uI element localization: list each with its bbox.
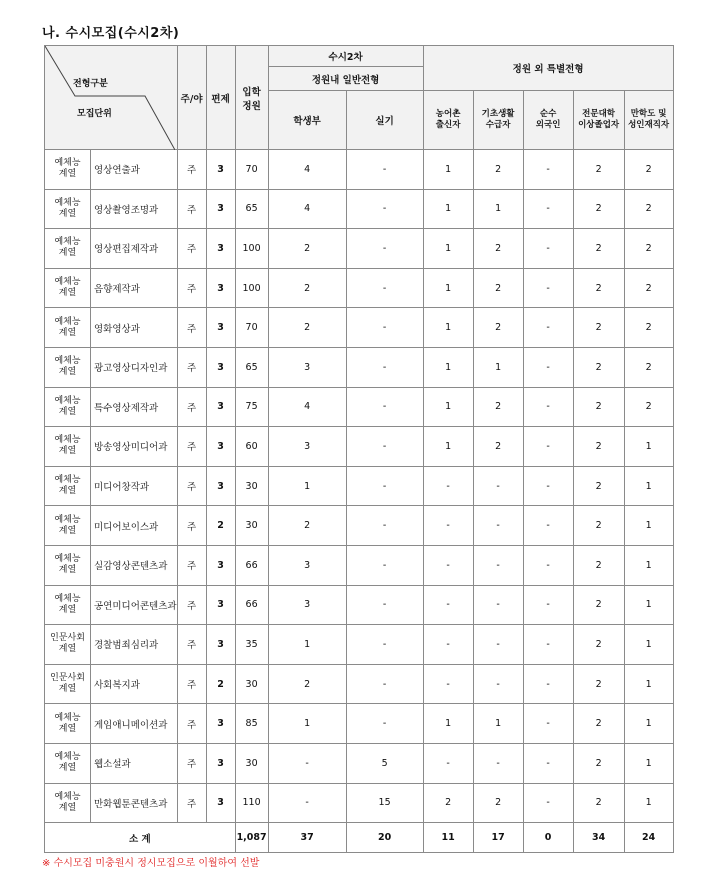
adult-worker-cell: 2 — [624, 387, 673, 427]
student-record-cell: 3 — [268, 427, 346, 467]
category-text: 인문사회 — [50, 633, 85, 644]
basic-living-cell: - — [473, 625, 523, 665]
practical-cell: 5 — [346, 743, 423, 783]
total-quota: 1,087 — [235, 823, 268, 853]
foreigner-cell: - — [523, 783, 573, 823]
basic-living-cell: - — [473, 743, 523, 783]
diagonal-line — [45, 46, 175, 150]
unit-name-cell: 공연미디어콘텐츠과 — [91, 585, 178, 625]
rural-cell: 2 — [423, 783, 473, 823]
category-text: 예체능 — [54, 791, 81, 802]
student-record-cell: 1 — [268, 466, 346, 506]
day-night-cell: 주 — [177, 308, 206, 348]
practical-header: 실기 — [346, 91, 423, 150]
rural-cell: 1 — [423, 427, 473, 467]
basic-living-cell: 1 — [473, 704, 523, 744]
total-college-grad: 34 — [573, 823, 624, 853]
day-night-cell: 주 — [177, 664, 206, 704]
day-night-cell: 주 — [177, 545, 206, 585]
quota-cell: 35 — [235, 625, 268, 665]
table-row — [45, 545, 674, 585]
adult-worker-cell: 1 — [624, 427, 673, 467]
category-text: 예체능 — [54, 356, 81, 367]
student-record-cell: 2 — [268, 308, 346, 348]
rural-cell: 1 — [423, 347, 473, 387]
category-text: 예체능 — [54, 395, 81, 406]
unit-name-cell: 특수영상제작과 — [91, 387, 178, 427]
college-grad-cell: 2 — [573, 545, 624, 585]
college-grad-cell: 2 — [573, 308, 624, 348]
adult-worker-cell: 2 — [624, 268, 673, 308]
rural-cell: 1 — [423, 229, 473, 269]
adult-worker-cell: 1 — [624, 704, 673, 744]
student-record-cell: 4 — [268, 189, 346, 229]
student-record-cell: - — [268, 743, 346, 783]
category-cell — [45, 229, 91, 269]
table-row — [45, 704, 674, 744]
round-header: 수시2차 — [268, 46, 423, 67]
category-cell — [45, 387, 91, 427]
table-row — [45, 268, 674, 308]
student-record-cell: 2 — [268, 664, 346, 704]
foreigner-cell: - — [523, 268, 573, 308]
category-text: 예체능 — [54, 237, 81, 248]
total-student-record: 37 — [268, 823, 346, 853]
practical-cell: - — [346, 506, 423, 546]
basic-living-cell: - — [473, 664, 523, 704]
student-record-cell: 4 — [268, 150, 346, 190]
student-record-cell: - — [268, 783, 346, 823]
day-night-cell: 주 — [177, 189, 206, 229]
practical-cell: - — [346, 545, 423, 585]
foreigner-cell: - — [523, 585, 573, 625]
student-record-cell: 2 — [268, 229, 346, 269]
quota-cell: 30 — [235, 743, 268, 783]
category-text: 예체능 — [54, 316, 81, 327]
in-quota-header: 정원내 일반전형 — [268, 67, 423, 91]
rural-cell: 1 — [423, 150, 473, 190]
category-text: 계열 — [58, 565, 77, 576]
college-grad-cell: 2 — [573, 229, 624, 269]
quota-cell: 30 — [235, 506, 268, 546]
basic-living-cell: 2 — [473, 229, 523, 269]
rural-cell: 1 — [423, 308, 473, 348]
student-record-cell: 3 — [268, 347, 346, 387]
grade-cell: 3 — [206, 427, 235, 467]
unit-name-cell: 미디어창작과 — [91, 466, 178, 506]
category-text: 예체능 — [54, 752, 81, 763]
day-night-cell: 주 — [177, 466, 206, 506]
category-text: 계열 — [58, 723, 77, 734]
total-basic-living: 17 — [473, 823, 523, 853]
category-text: 계열 — [58, 644, 77, 655]
foreigner-cell: - — [523, 704, 573, 744]
category-text: 계열 — [58, 802, 77, 813]
adult-worker-cell: 1 — [624, 664, 673, 704]
student-record-cell: 3 — [268, 585, 346, 625]
section-title: 나. 수시모집(수시2차) — [42, 26, 180, 41]
category-text: 예체능 — [54, 554, 81, 565]
unit-name-cell: 영상편집제작과 — [91, 229, 178, 269]
foreigner-cell: - — [523, 308, 573, 348]
foreigner-cell: - — [523, 743, 573, 783]
category-text: 예체능 — [54, 277, 81, 288]
grade-cell: 3 — [206, 387, 235, 427]
category-text: 계열 — [58, 406, 77, 417]
category-cell — [45, 347, 91, 387]
rural-cell: 1 — [423, 268, 473, 308]
unit-name-cell: 영화영상과 — [91, 308, 178, 348]
unit-name-cell: 음향제작과 — [91, 268, 178, 308]
foreigner-cell: - — [523, 150, 573, 190]
total-row — [45, 823, 674, 853]
unit-name-cell: 영상연출과 — [91, 150, 178, 190]
practical-cell: - — [346, 625, 423, 665]
category-cell — [45, 585, 91, 625]
day-night-header: 주/야 — [177, 46, 206, 150]
category-cell — [45, 704, 91, 744]
quota-cell: 65 — [235, 347, 268, 387]
basic-living-cell: 1 — [473, 189, 523, 229]
category-text: 예체능 — [54, 593, 81, 604]
grade-cell: 3 — [206, 189, 235, 229]
basic-living-cell: 2 — [473, 150, 523, 190]
category-text: 계열 — [58, 169, 77, 180]
practical-cell: - — [346, 427, 423, 467]
category-cell — [45, 545, 91, 585]
adult-worker-cell: 2 — [624, 189, 673, 229]
adult-worker-header: 만학도 및 성인재직자 — [624, 91, 673, 150]
grade-cell: 3 — [206, 585, 235, 625]
basic-living-header: 기초생활 수급자 — [473, 91, 523, 150]
rural-cell: 1 — [423, 387, 473, 427]
quota-cell: 60 — [235, 427, 268, 467]
quota-cell: 70 — [235, 150, 268, 190]
unit-header: 모집단위 — [77, 109, 112, 119]
foreigner-cell: - — [523, 466, 573, 506]
category-text: 계열 — [58, 208, 77, 219]
category-text: 계열 — [58, 288, 77, 299]
category-text: 계열 — [58, 446, 77, 457]
table-row — [45, 664, 674, 704]
rural-cell: - — [423, 625, 473, 665]
category-text: 예체능 — [54, 197, 81, 208]
table-row — [45, 189, 674, 229]
basic-living-cell: - — [473, 545, 523, 585]
category-text: 계열 — [58, 684, 77, 695]
rural-cell: - — [423, 545, 473, 585]
quota-cell: 100 — [235, 268, 268, 308]
table-row — [45, 625, 674, 665]
basic-living-cell: 2 — [473, 427, 523, 467]
table-row — [45, 308, 674, 348]
table-row — [45, 506, 674, 546]
practical-cell: 15 — [346, 783, 423, 823]
practical-cell: - — [346, 150, 423, 190]
category-text: 인문사회 — [50, 673, 85, 684]
category-header: 전형구분 — [73, 79, 108, 89]
table-row — [45, 387, 674, 427]
college-grad-cell: 2 — [573, 268, 624, 308]
grade-cell: 2 — [206, 664, 235, 704]
day-night-cell: 주 — [177, 783, 206, 823]
grade-cell: 3 — [206, 308, 235, 348]
grade-cell: 3 — [206, 347, 235, 387]
day-night-cell: 주 — [177, 585, 206, 625]
category-cell — [45, 268, 91, 308]
day-night-cell: 주 — [177, 427, 206, 467]
out-quota-header: 정원 외 특별전형 — [423, 46, 673, 91]
quota-cell: 30 — [235, 466, 268, 506]
adult-worker-cell: 1 — [624, 743, 673, 783]
foreigner-header: 순수 외국인 — [523, 91, 573, 150]
practical-cell: - — [346, 585, 423, 625]
category-text: 계열 — [58, 604, 77, 615]
adult-worker-cell: 2 — [624, 229, 673, 269]
category-cell — [45, 506, 91, 546]
foreigner-cell: - — [523, 229, 573, 269]
college-grad-cell: 2 — [573, 189, 624, 229]
day-night-cell: 주 — [177, 229, 206, 269]
practical-cell: - — [346, 229, 423, 269]
category-unit-header — [45, 46, 178, 150]
table-row — [45, 427, 674, 467]
category-cell — [45, 625, 91, 665]
adult-worker-cell: 1 — [624, 585, 673, 625]
basic-living-cell: - — [473, 466, 523, 506]
foreigner-cell: - — [523, 545, 573, 585]
unit-name-cell: 영상촬영조명과 — [91, 189, 178, 229]
college-grad-cell: 2 — [573, 387, 624, 427]
day-night-cell: 주 — [177, 506, 206, 546]
unit-name-cell: 사회복지과 — [91, 664, 178, 704]
day-night-cell: 주 — [177, 347, 206, 387]
basic-living-cell: 1 — [473, 347, 523, 387]
grade-cell: 2 — [206, 506, 235, 546]
adult-worker-cell: 1 — [624, 783, 673, 823]
foreigner-cell: - — [523, 347, 573, 387]
college-grad-cell: 2 — [573, 625, 624, 665]
total-rural: 11 — [423, 823, 473, 853]
admission-table — [44, 45, 674, 853]
practical-cell: - — [346, 664, 423, 704]
rural-cell: - — [423, 585, 473, 625]
quota-cell: 100 — [235, 229, 268, 269]
day-night-cell: 주 — [177, 150, 206, 190]
category-text: 계열 — [58, 248, 77, 259]
quota-cell: 110 — [235, 783, 268, 823]
day-night-cell: 주 — [177, 387, 206, 427]
table-row — [45, 585, 674, 625]
college-grad-cell: 2 — [573, 585, 624, 625]
practical-cell: - — [346, 308, 423, 348]
foreigner-cell: - — [523, 664, 573, 704]
college-grad-header: 전문대학 이상졸업자 — [573, 91, 624, 150]
adult-worker-cell: 1 — [624, 466, 673, 506]
unit-name-cell: 방송영상미디어과 — [91, 427, 178, 467]
foreigner-cell: - — [523, 625, 573, 665]
practical-cell: - — [346, 268, 423, 308]
table-row — [45, 347, 674, 387]
footnote: ※ 수시모집 미충원시 정시모집으로 이월하여 선발 — [42, 858, 260, 869]
quota-cell: 66 — [235, 585, 268, 625]
unit-name-cell: 만화웹툰콘텐츠과 — [91, 783, 178, 823]
student-record-cell: 4 — [268, 387, 346, 427]
college-grad-cell: 2 — [573, 150, 624, 190]
table-row — [45, 783, 674, 823]
college-grad-cell: 2 — [573, 664, 624, 704]
category-cell — [45, 150, 91, 190]
adult-worker-cell: 2 — [624, 347, 673, 387]
unit-name-cell: 경찰범죄심리과 — [91, 625, 178, 665]
quota-cell: 75 — [235, 387, 268, 427]
table-row — [45, 466, 674, 506]
total-practical: 20 — [346, 823, 423, 853]
college-grad-cell: 2 — [573, 427, 624, 467]
category-text: 계열 — [58, 763, 77, 774]
grade-cell: 3 — [206, 783, 235, 823]
basic-living-cell: 2 — [473, 268, 523, 308]
rural-cell: - — [423, 743, 473, 783]
quota-cell: 85 — [235, 704, 268, 744]
basic-living-cell: 2 — [473, 783, 523, 823]
college-grad-cell: 2 — [573, 743, 624, 783]
category-text: 예체능 — [54, 475, 81, 486]
category-text: 예체능 — [54, 712, 81, 723]
quota-cell: 30 — [235, 664, 268, 704]
basic-living-cell: 2 — [473, 387, 523, 427]
basic-living-cell: - — [473, 585, 523, 625]
practical-cell: - — [346, 189, 423, 229]
unit-name-cell: 게임애니메이션과 — [91, 704, 178, 744]
unit-name-cell: 웹소설과 — [91, 743, 178, 783]
total-adult-worker: 24 — [624, 823, 673, 853]
practical-cell: - — [346, 387, 423, 427]
unit-name-cell: 미디어보이스과 — [91, 506, 178, 546]
quota-cell: 66 — [235, 545, 268, 585]
quota-header: 입학 정원 — [235, 46, 268, 150]
total-label: 소 계 — [45, 823, 236, 853]
student-record-header: 학생부 — [268, 91, 346, 150]
college-grad-cell: 2 — [573, 704, 624, 744]
grade-cell: 3 — [206, 545, 235, 585]
rural-cell: - — [423, 466, 473, 506]
college-grad-cell: 2 — [573, 466, 624, 506]
quota-cell: 65 — [235, 189, 268, 229]
category-cell — [45, 308, 91, 348]
table-row — [45, 229, 674, 269]
category-text: 계열 — [58, 486, 77, 497]
category-text: 예체능 — [54, 435, 81, 446]
foreigner-cell: - — [523, 506, 573, 546]
category-cell — [45, 783, 91, 823]
grade-header: 편제 — [206, 46, 235, 150]
day-night-cell: 주 — [177, 625, 206, 665]
student-record-cell: 2 — [268, 506, 346, 546]
grade-cell: 3 — [206, 268, 235, 308]
category-text: 예체능 — [54, 158, 81, 169]
rural-cell: - — [423, 506, 473, 546]
category-cell — [45, 427, 91, 467]
foreigner-cell: - — [523, 427, 573, 467]
adult-worker-cell: 1 — [624, 506, 673, 546]
adult-worker-cell: 1 — [624, 625, 673, 665]
practical-cell: - — [346, 347, 423, 387]
basic-living-cell: 2 — [473, 308, 523, 348]
category-cell — [45, 664, 91, 704]
rural-header: 농어촌 출신자 — [423, 91, 473, 150]
day-night-cell: 주 — [177, 268, 206, 308]
adult-worker-cell: 1 — [624, 545, 673, 585]
adult-worker-cell: 2 — [624, 308, 673, 348]
grade-cell: 3 — [206, 704, 235, 744]
unit-name-cell: 실감영상콘텐츠과 — [91, 545, 178, 585]
grade-cell: 3 — [206, 466, 235, 506]
grade-cell: 3 — [206, 150, 235, 190]
rural-cell: 1 — [423, 704, 473, 744]
table-row — [45, 150, 674, 190]
practical-cell: - — [346, 466, 423, 506]
table-row — [45, 743, 674, 783]
day-night-cell: 주 — [177, 743, 206, 783]
category-text: 계열 — [58, 525, 77, 536]
grade-cell: 3 — [206, 743, 235, 783]
practical-cell: - — [346, 704, 423, 744]
student-record-cell: 3 — [268, 545, 346, 585]
grade-cell: 3 — [206, 625, 235, 665]
basic-living-cell: - — [473, 506, 523, 546]
college-grad-cell: 2 — [573, 783, 624, 823]
student-record-cell: 1 — [268, 704, 346, 744]
foreigner-cell: - — [523, 189, 573, 229]
student-record-cell: 2 — [268, 268, 346, 308]
student-record-cell: 1 — [268, 625, 346, 665]
category-text: 계열 — [58, 367, 77, 378]
rural-cell: - — [423, 664, 473, 704]
grade-cell: 3 — [206, 229, 235, 269]
quota-cell: 70 — [235, 308, 268, 348]
category-cell — [45, 466, 91, 506]
category-text: 예체능 — [54, 514, 81, 525]
adult-worker-cell: 2 — [624, 150, 673, 190]
foreigner-cell: - — [523, 387, 573, 427]
unit-name-cell: 광고영상디자인과 — [91, 347, 178, 387]
rural-cell: 1 — [423, 189, 473, 229]
college-grad-cell: 2 — [573, 506, 624, 546]
category-cell — [45, 189, 91, 229]
day-night-cell: 주 — [177, 704, 206, 744]
category-text: 계열 — [58, 327, 77, 338]
college-grad-cell: 2 — [573, 347, 624, 387]
total-foreigner: 0 — [523, 823, 573, 853]
category-cell — [45, 743, 91, 783]
